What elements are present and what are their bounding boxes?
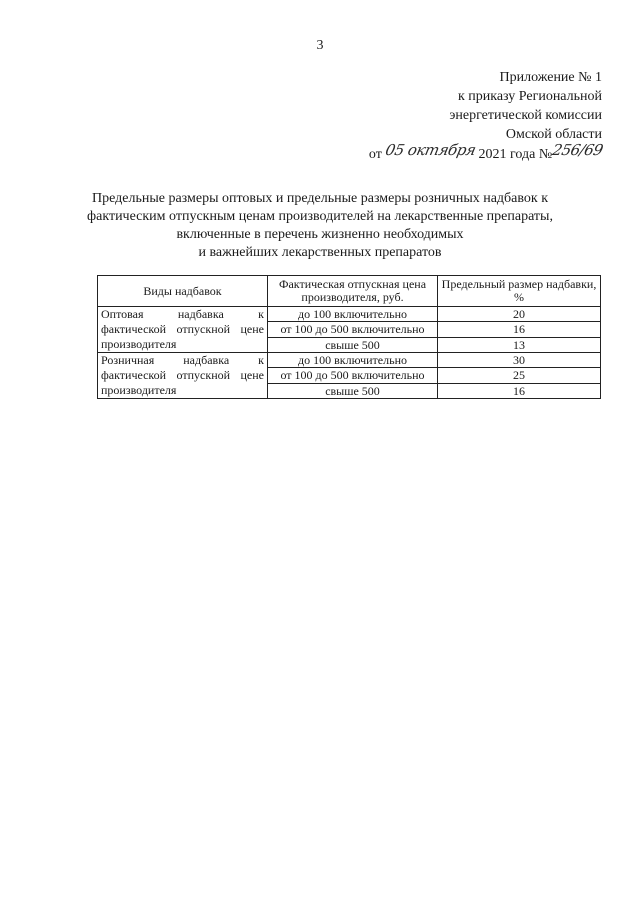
appendix-order-ref: к приказу Региональной [457, 89, 602, 104]
limit-cell: 13 [438, 337, 601, 352]
limit-cell: 20 [438, 307, 601, 322]
price-cell: свыше 500 [268, 383, 438, 398]
limit-cell: 16 [438, 322, 601, 337]
header-limit: Предельный размер надбавки, % [438, 276, 601, 307]
title-line-1: Предельные размеры оптовых и предельные размеры розничных надбавок к [91, 191, 549, 206]
limit-cell: 30 [438, 353, 601, 368]
limit-cell: 16 [438, 383, 601, 398]
markup-table [97, 275, 601, 399]
appendix-header [368, 68, 605, 164]
appendix-title: Приложение № 1 [499, 70, 602, 85]
table-row [98, 353, 601, 368]
table-header-row [98, 276, 601, 307]
price-cell: свыше 500 [268, 337, 438, 352]
table-row [98, 307, 601, 322]
price-cell: до 100 включительно [268, 307, 438, 322]
wholesale-kind-cell: Оптовая надбавка к фактической отпускной цене производителя [98, 307, 268, 353]
price-cell: от 100 до 500 включительно [268, 322, 438, 337]
title-line-3: включенные в перечень жизненно необходимых [176, 227, 464, 242]
title-line-2: фактическим отпускным ценам производителей на лекарственные препараты, [87, 209, 553, 224]
date-prefix: от [368, 147, 382, 162]
price-cell: от 100 до 500 включительно [268, 368, 438, 383]
header-price: Фактическая отпускная цена производителя, руб. [268, 276, 438, 307]
limit-cell: 25 [438, 368, 601, 383]
appendix-commission: энергетической комиссии [449, 108, 602, 123]
page-number: 3 [316, 38, 324, 53]
appendix-region: Омской области [505, 127, 602, 142]
handwritten-date: 05 октября [384, 141, 478, 159]
header-kind: Виды надбавок [98, 276, 268, 307]
date-year: 2021 года № [478, 147, 553, 162]
document-title [40, 190, 600, 262]
price-cell: до 100 включительно [268, 353, 438, 368]
order-date-line [368, 141, 605, 164]
handwritten-order-number: 256/69 [551, 141, 605, 159]
retail-kind-cell: Розничная надбавка к фактической отпускной цене производителя [98, 353, 268, 399]
title-line-4: и важнейших лекарственных препаратов [198, 245, 442, 260]
